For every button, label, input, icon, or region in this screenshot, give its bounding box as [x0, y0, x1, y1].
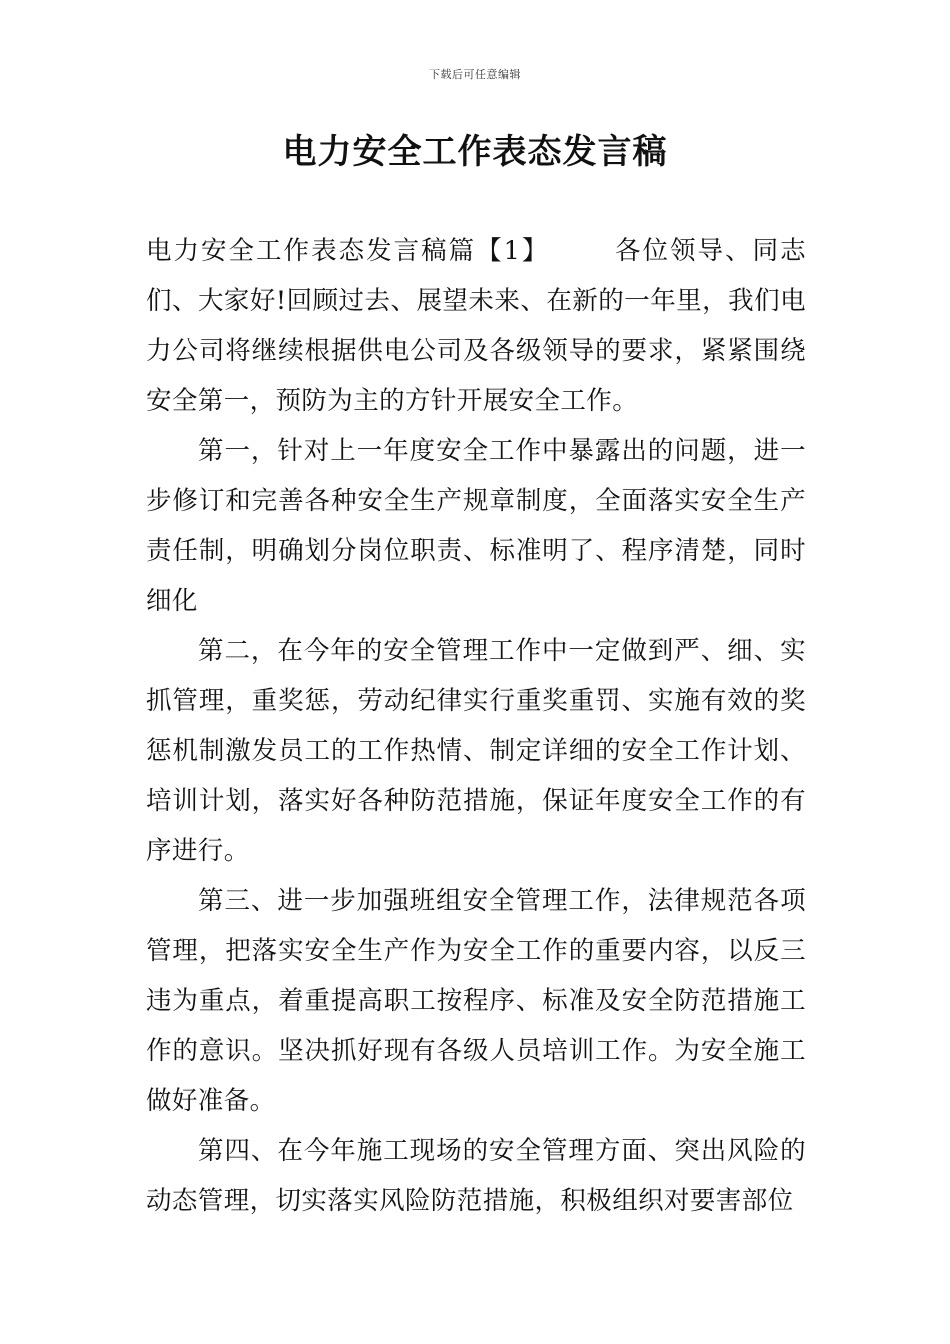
- paragraph-3: 第三、进一步加强班组安全管理工作，法律规范各项管理，把落实安全生产作为安全工作的重要内容，以反三违为重点，着重提高职工按程序、标准及安全防范措施工作的意识。坚决抓好现有各级人员培训工作。为安全施工做好准备。: [146, 886, 806, 1116]
- paragraph-1: 第一，针对上一年度安全工作中暴露出的问题，进一步修订和完善各种安全生产规章制度，全面落实安全生产责任制，明确划分岗位职责、标准明了、程序清楚，同时细化: [146, 436, 806, 616]
- greeting: 各位领导、同志们、: [146, 236, 806, 316]
- section-heading: 电力安全工作表态发言稿篇【1】: [146, 236, 550, 266]
- paragraph-4: 第四、在今年施工现场的安全管理方面、突出风险的动态管理，切实落实风险防范措施，积极组织对要害部位: [146, 1136, 806, 1216]
- intro-paragraph: [146, 226, 806, 426]
- page-header-note: 下载后可任意编辑: [429, 68, 521, 81]
- paragraph-2: 第二，在今年的安全管理工作中一定做到严、细、实抓管理，重奖惩，劳动纪律实行重奖重罚、实施有效的奖惩机制激发员工的工作热情、制定详细的安全工作计划、培训计划，落实好各种防范措施，保证年度安全工作的有序进行。: [146, 636, 806, 866]
- document-title: 电力安全工作表态发言稿: [282, 132, 668, 172]
- intro-text: 大家好!回顾过去、展望未来、在新的一年里，我们电力公司将继续根据供电公司及各级领导的要求，紧紧围绕安全第一，预防为主的方针开展安全工作。: [146, 286, 806, 416]
- document-body: [146, 226, 806, 1226]
